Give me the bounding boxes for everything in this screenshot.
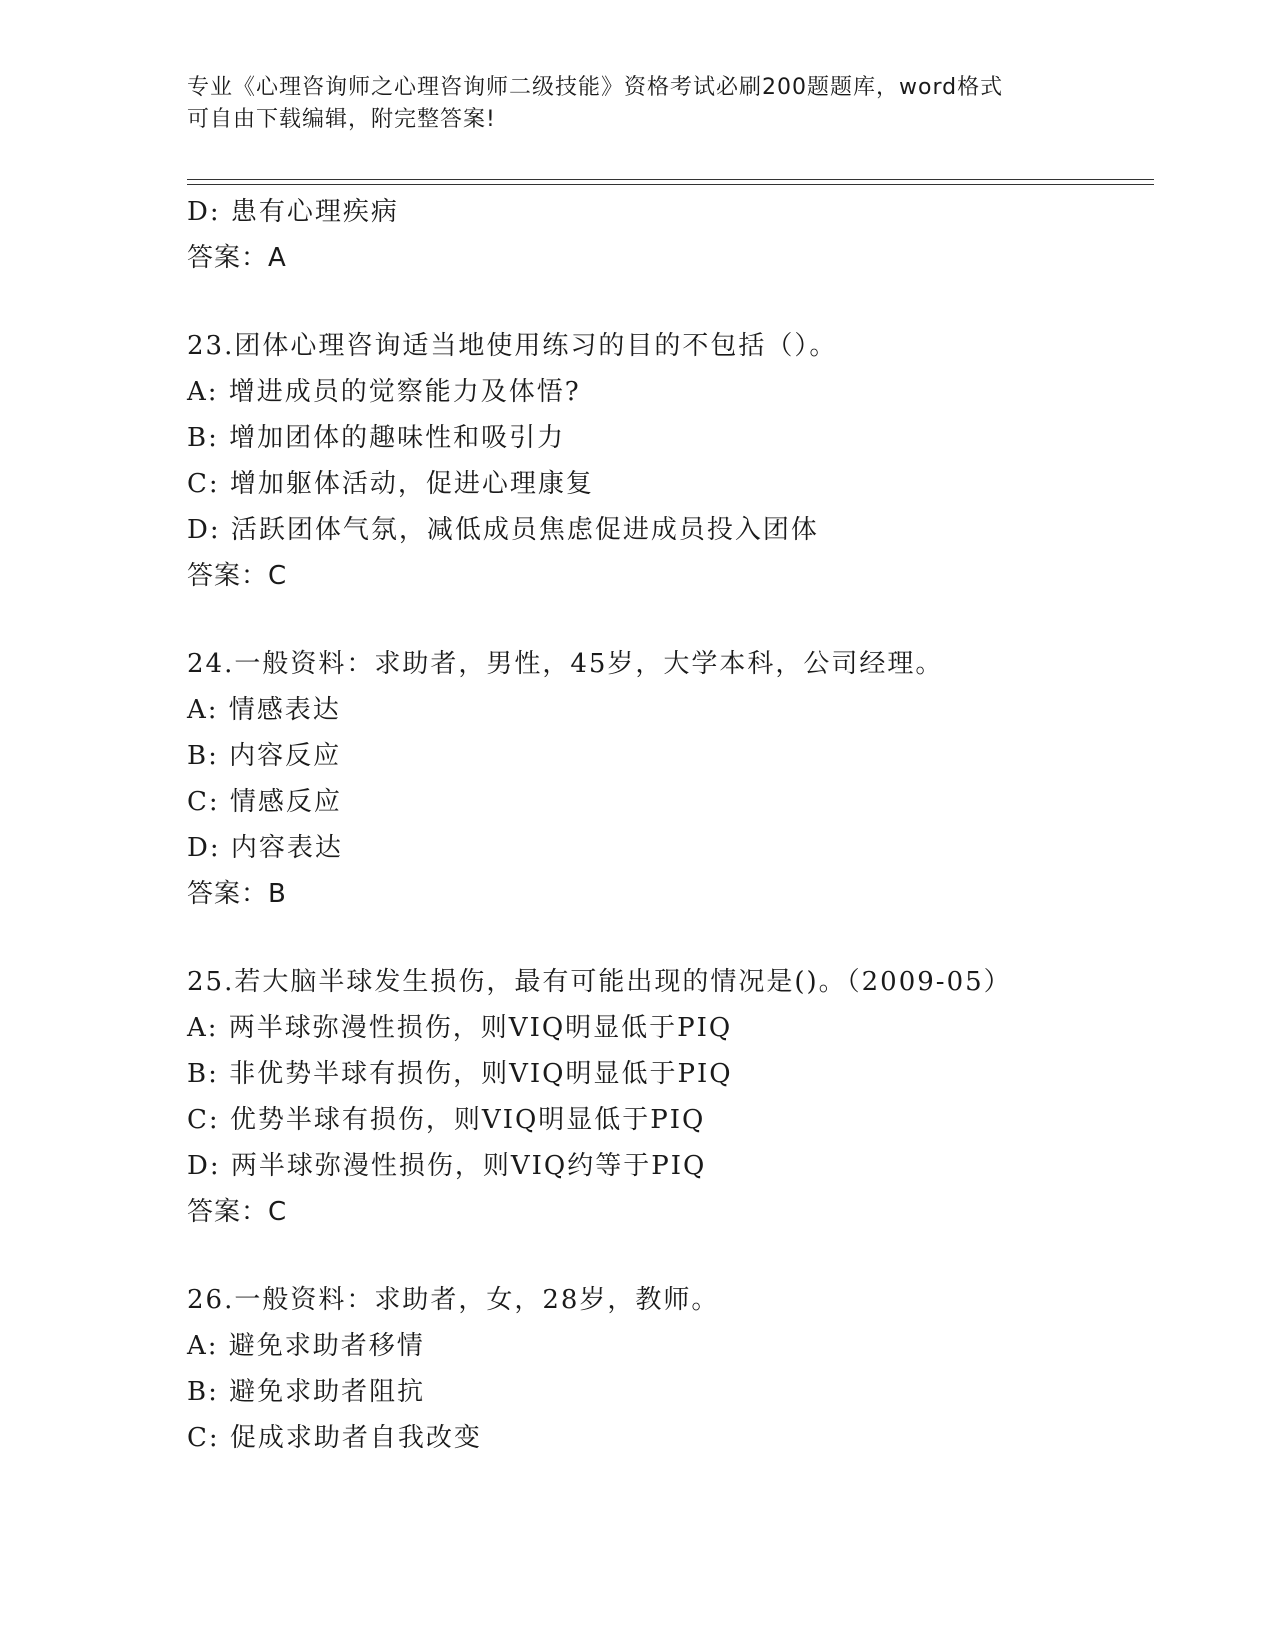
q25-option-a: A: 两半球弥漫性损伤，则VIQ明显低于PIQ: [187, 1013, 733, 1043]
q23-stem: 23.团体心理咨询适当地使用练习的目的不包括（）。: [187, 331, 838, 361]
q26-option-a: A: 避免求助者移情: [187, 1331, 425, 1361]
q23-answer: 答案：C: [187, 561, 288, 591]
q24-stem: 24.一般资料：求助者，男性，45岁，大学本科，公司经理。: [187, 649, 944, 679]
q26-option-b: B: 避免求助者阻抗: [187, 1377, 426, 1407]
spacer: [187, 1235, 1147, 1277]
document-header: [187, 72, 1087, 136]
q23-option-c: C: 增加躯体活动，促进心理康复: [187, 469, 594, 499]
header-line-1: 专业《心理咨询师之心理咨询师二级技能》资格考试必刷200题题库，word格式: [187, 75, 1004, 100]
q25-option-d: D: 两半球弥漫性损伤，则VIQ约等于PIQ: [187, 1151, 707, 1181]
header-line-2: 可自由下载编辑，附完整答案!: [187, 107, 496, 132]
q23-option-a: A: 增进成员的觉察能力及体悟?: [187, 377, 581, 407]
spacer: [187, 281, 1147, 323]
q26-stem: 26.一般资料：求助者，女，28岁，教师。: [187, 1285, 720, 1315]
header-divider-top: [187, 179, 1154, 180]
q24-answer: 答案：B: [187, 879, 287, 909]
q26-option-c: C: 促成求助者自我改变: [187, 1423, 482, 1453]
q22-answer: 答案：A: [187, 243, 287, 273]
q24-option-d: D: 内容表达: [187, 833, 343, 863]
q25-stem: 25.若大脑半球发生损伤，最有可能出现的情况是()。（2009-05）: [187, 967, 1012, 997]
q22-option-d: D: 患有心理疾病: [187, 197, 399, 227]
q23-option-b: B: 增加团体的趣味性和吸引力: [187, 423, 566, 453]
q24-option-b: B: 内容反应: [187, 741, 342, 771]
header-divider-bottom: [187, 184, 1154, 185]
q24-option-a: A: 情感表达: [187, 695, 341, 725]
q25-option-b: B: 非优势半球有损伤，则VIQ明显低于PIQ: [187, 1059, 733, 1089]
q24-option-c: C: 情感反应: [187, 787, 342, 817]
q25-answer: 答案：C: [187, 1197, 288, 1227]
q23-option-d: D: 活跃团体气氛，减低成员焦虑促进成员投入团体: [187, 515, 819, 545]
spacer: [187, 917, 1147, 959]
question-list: [187, 189, 1147, 1461]
q25-option-c: C: 优势半球有损伤，则VIQ明显低于PIQ: [187, 1105, 706, 1135]
spacer: [187, 599, 1147, 641]
